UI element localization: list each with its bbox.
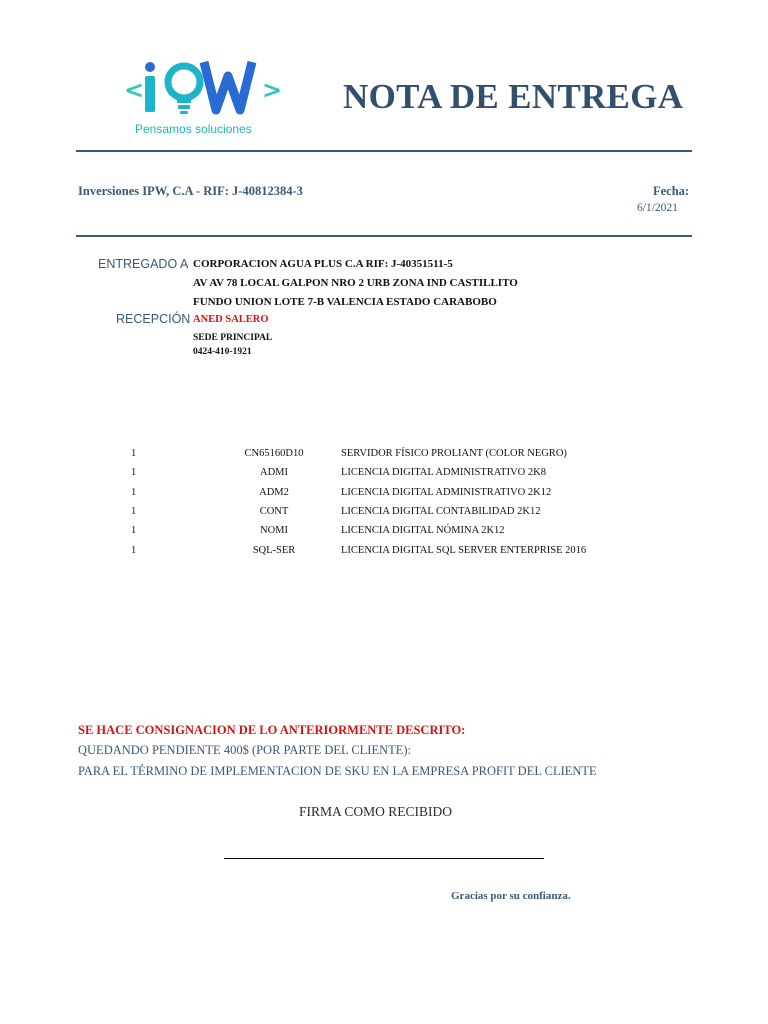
signature-label: FIRMA COMO RECIBIDO xyxy=(299,804,453,819)
item-code: CONT xyxy=(259,506,289,517)
logo-mark xyxy=(140,56,270,122)
item-code: CN65160D10 xyxy=(244,448,304,459)
item-code: ADMI xyxy=(260,467,288,478)
item-description: LICENCIA DIGITAL CONTABILIDAD 2K12 xyxy=(341,506,541,517)
receiver-phone: 0424-410-1921 xyxy=(193,347,252,357)
item-qty: 1 xyxy=(131,506,137,517)
date-label: Fecha: xyxy=(653,184,690,198)
date-value: 6/1/2021 xyxy=(637,202,678,214)
issuer-company: Inversiones IPW, C.A - RIF: J-40812384-3 xyxy=(78,184,303,198)
client-line-3: FUNDO UNION LOTE 7-B VALENCIA ESTADO CARABOBO xyxy=(193,296,497,308)
header-divider xyxy=(76,150,692,152)
client-line-1: CORPORACION AGUA PLUS C.A RIF: J-40351511-5 xyxy=(193,258,453,270)
thanks-message: Gracias por su confianza. xyxy=(451,890,571,902)
item-description: LICENCIA DIGITAL SQL SERVER ENTERPRISE 2016 xyxy=(341,545,587,556)
logo-text: iPW xyxy=(140,56,142,57)
item-qty: 1 xyxy=(131,525,137,536)
delivered-to-label: ENTREGADO A xyxy=(98,257,189,271)
implementation-note: PARA EL TÉRMINO DE IMPLEMENTACION DE SKU EN LA EMPRESA PROFIT DEL CLIENTE xyxy=(78,764,597,778)
item-description: LICENCIA DIGITAL NÓMINA 2K12 xyxy=(341,525,505,536)
logo-slogan: Pensamos soluciones xyxy=(135,122,252,136)
client-line-2: AV AV 78 LOCAL GALPON NRO 2 URB ZONA IND CASTILLITO xyxy=(193,277,518,289)
consignment-note: SE HACE CONSIGNACION DE LO ANTERIORMENTE DESCRITO: xyxy=(78,723,466,737)
reception-label: RECEPCIÓN xyxy=(116,312,191,326)
item-description: LICENCIA DIGITAL ADMINISTRATIVO 2K12 xyxy=(341,487,552,498)
item-code: SQL-SER xyxy=(252,545,296,556)
logo-right-bracket: > xyxy=(262,76,283,104)
receiver-name: ANED SALERO xyxy=(193,314,269,325)
document-title: NOTA DE ENTREGA xyxy=(343,77,684,116)
logo-left-bracket: < xyxy=(124,76,145,104)
item-qty: 1 xyxy=(131,467,137,478)
pending-balance-note: QUEDANDO PENDIENTE 400$ (POR PARTE DEL CLIENTE): xyxy=(78,743,412,757)
item-qty: 1 xyxy=(131,487,137,498)
item-description: SERVIDOR FÍSICO PROLIANT (COLOR NEGRO) xyxy=(341,448,567,459)
issuer-divider xyxy=(76,235,692,237)
receiver-site: SEDE PRINCIPAL xyxy=(193,333,273,343)
item-code: NOMI xyxy=(260,525,288,536)
item-qty: 1 xyxy=(131,545,137,556)
item-description: LICENCIA DIGITAL ADMINISTRATIVO 2K8 xyxy=(341,467,546,478)
item-qty: 1 xyxy=(131,448,137,459)
item-code: ADM2 xyxy=(259,487,289,498)
signature-line xyxy=(224,858,544,859)
